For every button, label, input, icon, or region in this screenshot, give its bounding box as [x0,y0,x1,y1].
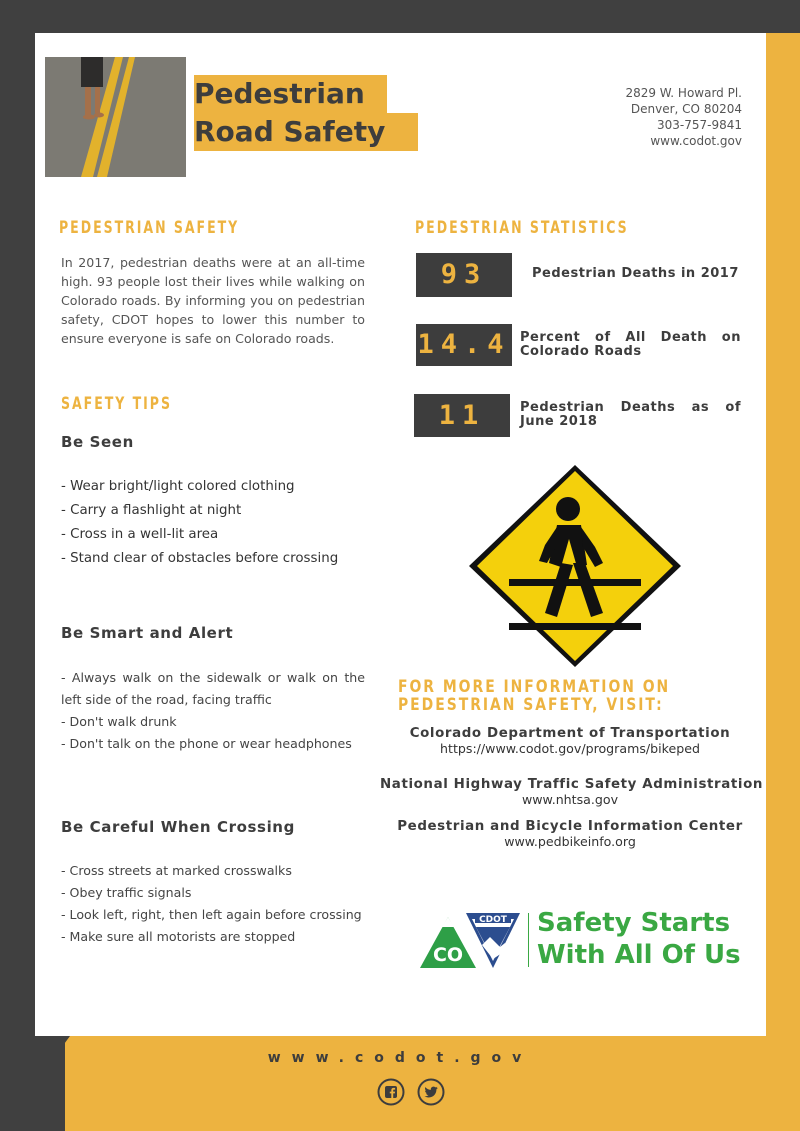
logo-co-text: CO [432,944,464,966]
org-pbic [380,819,760,849]
stat-value-deaths-2017: 93 [416,253,512,297]
slogan-line-2: With All Of Us [537,940,741,970]
facebook-icon[interactable] [377,1078,405,1106]
list-item: - Stand clear of obstacles before crossing [61,551,339,566]
list-item: - Don't walk drunk [61,714,177,729]
cdot-logo [420,911,522,969]
list-item: - Carry a flashlight at night [61,503,242,518]
be-smart-heading: Be Smart and Alert [61,624,234,642]
stat-label-percent: Percent of All Death on Colorado Roads [520,330,741,359]
page-title [194,75,418,151]
list-item: - Always walk on the sidewalk or walk on the left side of the road, facing traffic [61,670,365,707]
org-name: National Highway Traffic Safety Administration [380,777,764,792]
contact-address [625,85,742,149]
list-item: - Obey traffic signals [61,885,192,900]
title-line-2: Road Safety [194,113,418,151]
list-item: - Wear bright/light colored clothing [61,479,295,494]
pedestrian-crossing-sign-icon [465,463,685,669]
more-info-heading-line-1: FOR MORE INFORMATION ON [398,677,671,697]
org-nhtsa [380,777,764,807]
flyer-page [35,33,766,1036]
address-phone: 303-757-9841 [656,118,742,132]
org-cdot [380,726,760,756]
be-careful-heading: Be Careful When Crossing [61,818,295,836]
stat-label-deaths-2018: Pedestrian Deaths as of June 2018 [520,400,741,429]
list-item: - Look left, right, then left again before crossing [61,907,362,922]
be-smart-list [61,667,365,755]
org-link[interactable]: www.pedbikeinfo.org [504,834,636,849]
logo-divider [528,913,529,967]
address-city: Denver, CO 80204 [630,102,742,116]
pedestrian-safety-heading: PEDESTRIAN SAFETY [59,218,240,238]
be-seen-list [61,475,365,571]
logo-cdot-text: CDOT [479,915,507,925]
org-name: Pedestrian and Bicycle Information Center [397,819,743,834]
org-link[interactable]: https://www.codot.gov/programs/bikeped [440,741,700,756]
be-seen-heading: Be Seen [61,433,134,451]
footer-website-link[interactable]: www.codot.gov [267,1050,533,1066]
slogan-line-1: Safety Starts [537,908,731,938]
stat-label-deaths-2017: Pedestrian Deaths in 2017 [532,266,739,281]
stat-value-percent: 14.4 [416,324,512,366]
more-info-heading [398,678,670,714]
road-walker-photo [45,57,186,177]
list-item: - Make sure all motorists are stopped [61,929,296,944]
address-street: 2829 W. Howard Pl. [625,86,742,100]
org-link[interactable]: www.nhtsa.gov [521,792,619,807]
list-item: - Cross in a well-lit area [61,527,219,542]
title-line-1: Pedestrian [194,75,387,113]
twitter-icon[interactable] [417,1078,445,1106]
pedestrian-safety-intro: In 2017, pedestrian deaths were at an all-time high. 93 people lost their lives while walking on Colorado roads. By informing you on pedestrian safety, CDOT hopes to lower this number to ensure everyone is safe on Colorado roads. [61,255,365,346]
be-careful-list [61,860,365,948]
slogan [537,907,741,971]
stat-value-deaths-2018: 11 [414,394,510,437]
list-item: - Cross streets at marked crosswalks [61,863,292,878]
more-info-heading-line-2: PEDESTRIAN SAFETY, VISIT: [398,695,664,715]
address-website[interactable]: www.codot.gov [650,134,742,148]
list-item: - Don't talk on the phone or wear headphones [61,736,352,751]
safety-tips-heading: SAFETY TIPS [61,394,172,414]
pedestrian-statistics-heading: PEDESTRIAN STATISTICS [415,218,629,238]
org-name: Colorado Department of Transportation [409,726,731,741]
